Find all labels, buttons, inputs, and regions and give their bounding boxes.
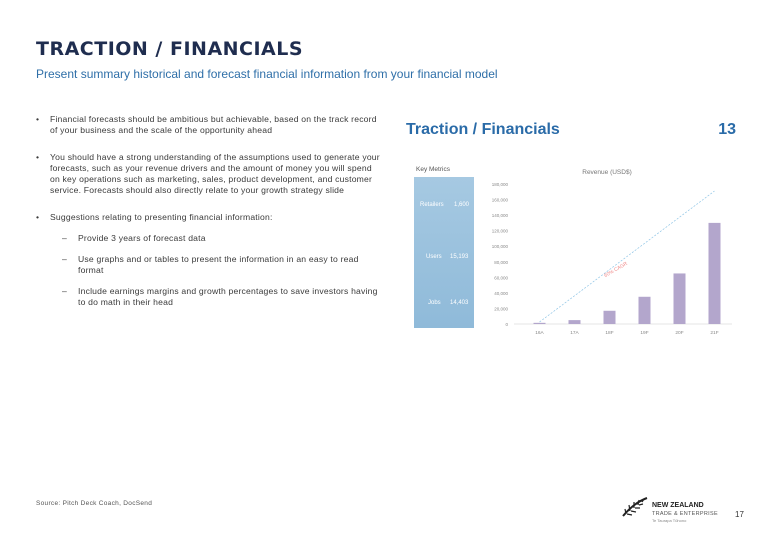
metric-value: 15,193	[450, 254, 469, 260]
metric-label: Retailers	[420, 202, 444, 208]
page-number: 17	[735, 510, 744, 519]
sub-bullet-item	[50, 286, 381, 308]
example-slide-title: Traction / Financials	[406, 121, 560, 138]
metric-value: 1,600	[454, 202, 470, 208]
sub-bullet-item	[50, 254, 381, 276]
y-tick-label: 140,000	[491, 213, 508, 219]
sub-bullet-dash: –	[62, 286, 67, 296]
example-slide-number: 13	[718, 121, 736, 138]
sub-bullet-dash: –	[62, 254, 67, 264]
y-tick-label: 120,000	[491, 228, 508, 234]
sub-bullet-text: Use graphs and or tables to present the information in an easy to read format	[78, 254, 359, 275]
sub-bullet-text: Provide 3 years of forecast data	[78, 233, 206, 243]
sub-bullet-dash: –	[62, 233, 67, 243]
bullet-item	[36, 212, 381, 308]
page-subtitle: Present summary historical and forecast financial information from your financial model	[36, 67, 498, 81]
fern-icon	[622, 496, 648, 518]
y-tick-label: 0	[505, 322, 508, 327]
metric-value: 14,403	[450, 300, 469, 306]
y-tick-label: 100,000	[491, 244, 508, 250]
sub-bullet-text: Include earnings margins and growth percentages to save investors having to do math in their head	[78, 286, 378, 307]
trend-line	[540, 191, 715, 322]
bar	[604, 311, 616, 324]
y-tick-label: 40,000	[494, 290, 508, 296]
logo-subtitle: TRADE & ENTERPRISE	[652, 511, 718, 517]
bullet-list	[36, 114, 381, 324]
y-tick-label: 20,000	[494, 306, 508, 312]
bar	[709, 223, 721, 324]
y-tick-label: 160,000	[491, 197, 508, 203]
bar	[674, 273, 686, 324]
x-tick-label: 19F	[640, 331, 649, 336]
metric-row	[414, 297, 474, 311]
metric-row	[414, 251, 474, 265]
metric-label: Users	[426, 254, 442, 260]
logo-name: NEW ZEALAND	[652, 502, 704, 509]
y-tick-label: 80,000	[494, 259, 508, 265]
metric-label: Jobs	[428, 300, 441, 306]
bar	[534, 323, 546, 324]
bullet-text: Financial forecasts should be ambitious but achievable, based on the track record of your business and the scale of the opportunity ahead	[50, 114, 377, 135]
cagr-label: 60% CAGR	[603, 260, 629, 279]
metric-row	[414, 199, 474, 213]
y-tick-label: 60,000	[494, 275, 508, 281]
x-tick-label: 20F	[675, 331, 684, 336]
x-tick-label: 17A	[570, 331, 579, 336]
bullet-text: Suggestions relating to presenting financial information:	[50, 212, 273, 222]
key-metrics-label: Key Metrics	[416, 166, 450, 173]
bullet-dot: •	[36, 152, 40, 162]
bar	[639, 297, 651, 324]
key-metrics-panel	[414, 177, 474, 328]
y-tick-label: 180,000	[491, 182, 508, 187]
bullet-text: You should have a strong understanding of the assumptions used to generate your forecasts, such as your revenue drivers and the amount of money you will spend on key operations such as marketing, sales, product development, and customer service. Forecasts should also directly relate to your growth strategy slide	[50, 152, 380, 195]
x-tick-label: 18F	[605, 331, 614, 336]
page-title: TRACTION / FINANCIALS	[36, 38, 304, 60]
bullet-dot: •	[36, 212, 40, 222]
example-slide	[392, 112, 752, 342]
bullet-dot: •	[36, 114, 40, 124]
x-tick-label: 21F	[710, 331, 719, 336]
chart-title: Revenue (USD$)	[582, 169, 632, 176]
x-tick-label: 16A	[535, 331, 544, 336]
source-note: Source: Pitch Deck Coach, DocSend	[36, 500, 153, 507]
sub-bullet-item	[50, 233, 381, 244]
logo-tagline: Te Taurapa Tūhono	[652, 518, 687, 523]
nzte-logo	[622, 492, 722, 526]
bullet-item	[36, 152, 381, 196]
revenue-chart	[482, 162, 742, 342]
bar	[569, 320, 581, 324]
bullet-item	[36, 114, 381, 136]
